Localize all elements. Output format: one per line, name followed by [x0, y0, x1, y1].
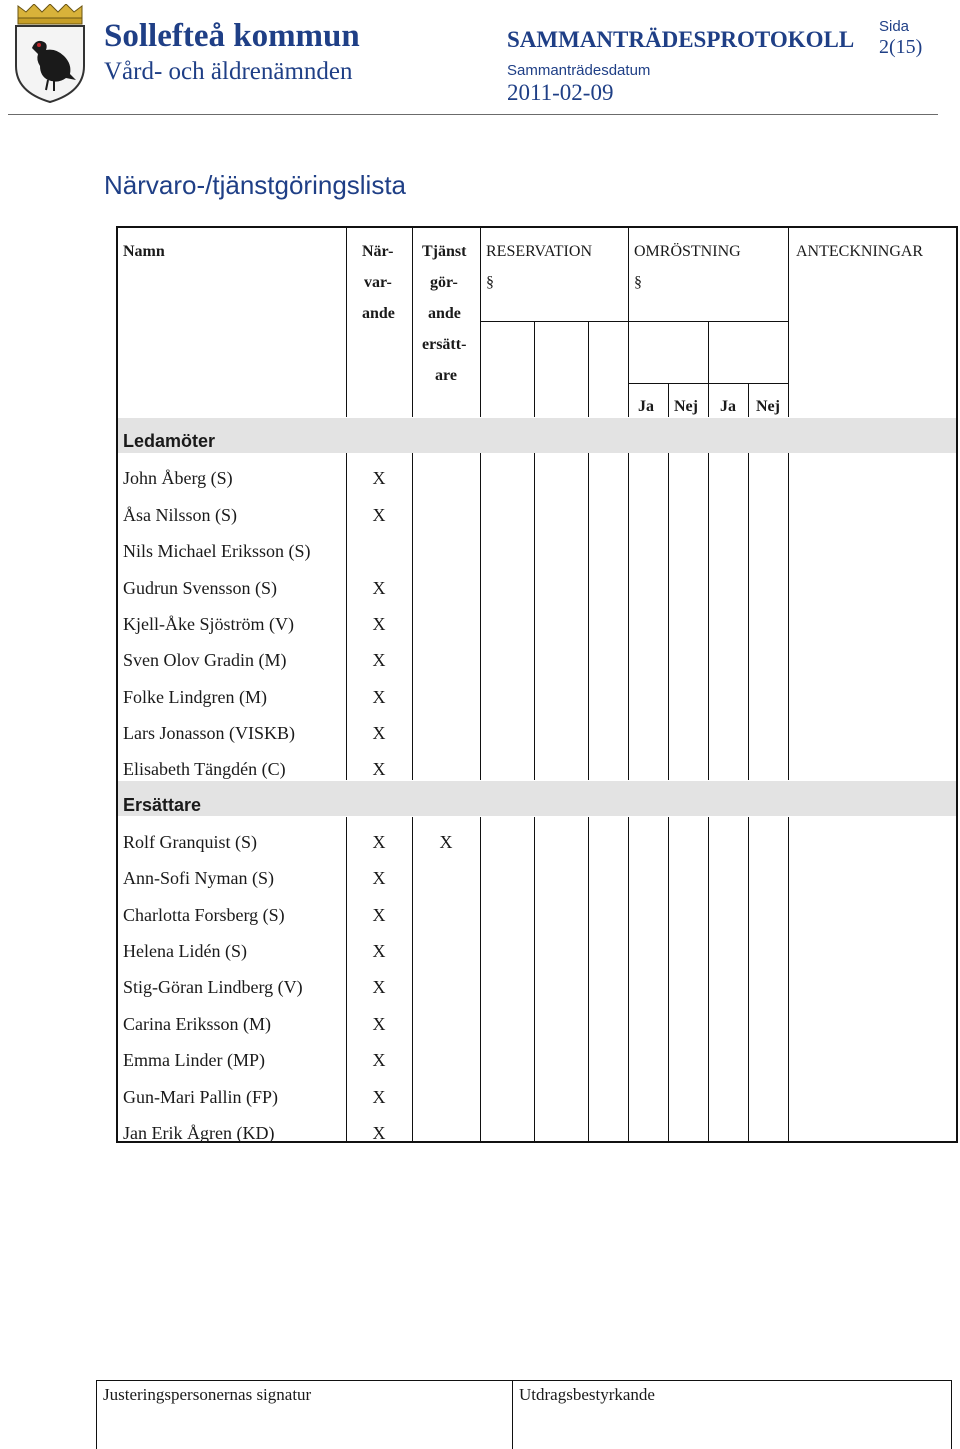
header-line-votes	[628, 383, 788, 384]
header-present-2: var-	[364, 274, 392, 291]
section-band-substitutes	[118, 781, 956, 816]
substitute-present-mark: X	[372, 1087, 386, 1107]
col-divider-notes	[788, 817, 789, 1143]
section-label-substitutes: Ersättare	[123, 795, 202, 815]
col-divider-vote-nej2	[748, 817, 749, 1143]
member-present-mark: X	[372, 650, 386, 670]
col-divider-res-a	[534, 817, 535, 1143]
col-divider-res-a	[534, 322, 535, 417]
vote-nej-1: Nej	[674, 398, 698, 415]
header-present-1: När-	[362, 243, 394, 260]
substitute-present-mark: X	[372, 832, 386, 852]
col-divider-vote-nej2	[748, 453, 749, 780]
substitute-name: Carina Eriksson (M)	[123, 1014, 271, 1034]
attendance-table	[116, 226, 958, 1143]
col-divider-name	[346, 817, 347, 1143]
member-name: Folke Lindgren (M)	[123, 687, 267, 707]
member-present-mark: X	[372, 723, 386, 743]
substitute-name: Stig-Göran Lindberg (V)	[123, 977, 303, 997]
substitute-name: Ann-Sofi Nyman (S)	[123, 868, 274, 888]
header-serving-1: Tjänst	[422, 243, 467, 260]
header-voting: OMRÖSTNING	[634, 243, 741, 260]
substitute-present-mark: X	[372, 1014, 386, 1034]
col-divider-vote-nej1	[668, 384, 669, 417]
member-present-mark: X	[372, 614, 386, 634]
list-title: Närvaro-/tjänstgöringslista	[104, 170, 407, 200]
col-divider-notes	[788, 228, 789, 417]
col-divider-vote-nej2	[748, 384, 749, 417]
member-present-mark: X	[372, 687, 386, 707]
substitute-name: Charlotta Forsberg (S)	[123, 905, 285, 925]
col-divider-name	[346, 228, 347, 417]
col-divider-present	[412, 453, 413, 780]
header-present-3: ande	[362, 305, 395, 322]
header-line-reservation	[480, 321, 788, 322]
member-name: Sven Olov Gradin (M)	[123, 650, 287, 670]
vote-nej-2: Nej	[756, 398, 780, 415]
header-divider	[8, 114, 938, 115]
substitute-present-mark: X	[372, 1123, 386, 1143]
header-reservation-paragraph: §	[486, 274, 494, 291]
col-divider-name	[346, 453, 347, 780]
member-name: Elisabeth Tängdén (C)	[123, 759, 286, 779]
extract-certification-label: Utdragsbestyrkande	[519, 1385, 655, 1404]
member-name: Åsa Nilsson (S)	[123, 505, 238, 525]
col-divider-res-b	[588, 322, 589, 417]
substitute-name: Emma Linder (MP)	[123, 1050, 265, 1070]
member-name: Gudrun Svensson (S)	[123, 578, 278, 598]
col-divider-voting	[628, 228, 629, 417]
footer-divider	[512, 1380, 513, 1449]
col-divider-res-b	[588, 453, 589, 780]
col-divider-serving	[480, 817, 481, 1143]
member-name: Nils Michael Eriksson (S)	[123, 541, 311, 561]
col-divider-vote-ja2	[708, 322, 709, 417]
member-name: John Åberg (S)	[123, 468, 233, 488]
vote-ja-1: Ja	[638, 398, 654, 415]
member-name: Lars Jonasson (VISKB)	[123, 723, 295, 743]
meeting-date-label: Sammanträdesdatum	[507, 62, 651, 79]
header-name: Namn	[123, 243, 165, 260]
col-divider-vote-ja2	[708, 453, 709, 780]
member-present-mark: X	[372, 578, 386, 598]
page-number: 2(15)	[879, 36, 923, 58]
col-divider-notes	[788, 453, 789, 780]
member-present-mark: X	[372, 759, 386, 779]
substitute-present-mark: X	[372, 1050, 386, 1070]
substitute-name: Jan Erik Ågren (KD)	[123, 1123, 275, 1143]
col-divider-res-b	[588, 817, 589, 1143]
substitute-name: Helena Lidén (S)	[123, 941, 247, 961]
document-title: SAMMANTRÄDESPROTOKOLL	[507, 27, 855, 52]
section-label-members: Ledamöter	[123, 431, 216, 451]
col-divider-vote-nej1	[668, 453, 669, 780]
col-divider-serving	[480, 453, 481, 780]
substitute-serving-mark: X	[439, 832, 453, 852]
member-name: Kjell-Åke Sjöström (V)	[123, 614, 294, 634]
col-divider-present	[412, 817, 413, 1143]
member-present-mark: X	[372, 468, 386, 488]
substitute-present-mark: X	[372, 868, 386, 888]
substitute-present-mark: X	[372, 905, 386, 925]
section-band-members	[118, 418, 956, 453]
vote-ja-2: Ja	[720, 398, 736, 415]
substitute-name: Gun-Mari Pallin (FP)	[123, 1087, 278, 1107]
col-divider-voting	[628, 817, 629, 1143]
substitute-present-mark: X	[372, 977, 386, 997]
col-divider-present	[412, 228, 413, 417]
col-divider-voting	[628, 453, 629, 780]
col-divider-serving	[480, 228, 481, 417]
header-reservation: RESERVATION	[486, 243, 592, 260]
col-divider-res-a	[534, 453, 535, 780]
col-divider-vote-nej1	[668, 817, 669, 1143]
department-name: Vård- och äldrenämnden	[104, 58, 353, 85]
meeting-date-value: 2011-02-09	[507, 80, 614, 105]
col-divider-vote-ja2	[708, 817, 709, 1143]
member-present-mark: X	[372, 505, 386, 525]
substitute-name: Rolf Granquist (S)	[123, 832, 257, 852]
header-notes: ANTECKNINGAR	[796, 243, 924, 260]
coat-of-arms-icon	[12, 4, 88, 104]
substitute-present-mark: X	[372, 941, 386, 961]
header-serving-4: ersätt-	[422, 336, 467, 353]
signature-label: Justeringspersonernas signatur	[103, 1385, 312, 1404]
header-serving-2: gör-	[430, 274, 458, 291]
header-serving-5: are	[435, 367, 457, 384]
organization-name: Sollefteå kommun	[104, 18, 360, 54]
page-label: Sida	[879, 18, 910, 35]
signature-footer	[96, 1380, 952, 1449]
header-serving-3: ande	[428, 305, 461, 322]
header-voting-paragraph: §	[634, 274, 642, 291]
